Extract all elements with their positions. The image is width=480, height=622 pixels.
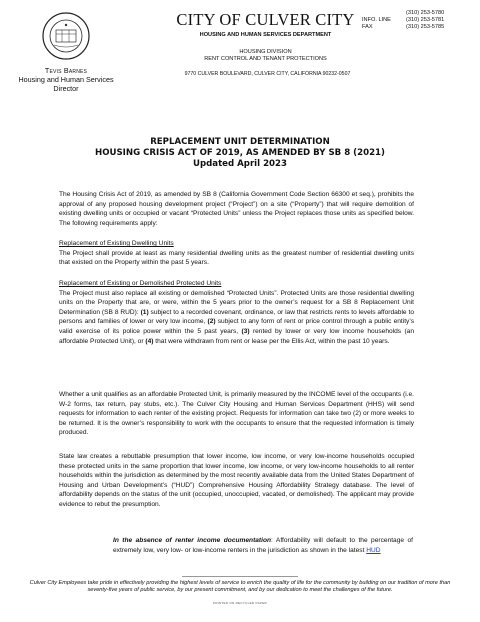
renter-income-note xyxy=(113,536,413,555)
phone-label: INFO. LINE xyxy=(362,17,391,23)
phone-number: (310) 253-5781 xyxy=(406,17,445,23)
title-line-2: HOUSING CRISIS ACT OF 2019, AS AMENDED BY SB 8 (2021) xyxy=(95,148,385,158)
division-line-2: RENT CONTROL AND TENANT PROTECTIONS xyxy=(204,56,327,62)
director-title: Director xyxy=(53,84,79,93)
phone-label xyxy=(362,10,406,17)
hud-link[interactable]: HUD xyxy=(366,546,381,554)
presumption-paragraph xyxy=(59,452,414,510)
director-department: Housing and Human Services xyxy=(18,75,114,84)
section-text xyxy=(59,289,414,347)
document-title xyxy=(40,137,440,170)
text-run: : Affordability will default to the percentage of extremely low, very low- or low-income renters in the jurisdiction as shown in the latest xyxy=(113,537,413,554)
paragraph-text: State law creates a rebuttable presumption that lower income, low income, or very low-income households occupied these protected units in the same proportion that lower income, low income, or very low-income households to all renter households within the jurisdiction as determined by the most recently available data from the United States Department of Housing and Urban Development’s (“HUD”) Comprehensive Housing Affordability Strategy database. The level of affordability depends on the status of the unit (occupied, unoccupied, vacated, or demolished). The applicant may provide evidence to rebut the presumption. xyxy=(59,453,414,508)
section-existing-units xyxy=(59,239,414,268)
section-protected-units xyxy=(59,279,414,346)
city-seal-logo xyxy=(42,12,90,60)
department-name: HOUSING AND HUMAN SERVICES DEPARTMENT xyxy=(199,32,332,38)
text-run: subject to any form of rent or price control through a public entity’s valid exercise of its police power within the 5 past years, xyxy=(59,318,414,335)
office-address: 9770 CULVER BOULEVARD, CULVER CITY, CALIFORNIA 90232-0507 xyxy=(184,71,351,77)
phone-row xyxy=(362,24,478,31)
footer-divider xyxy=(182,576,298,577)
note-label: In the absence of renter income documentation xyxy=(113,537,272,544)
division-block xyxy=(163,49,368,63)
phone-number: (310) 253-5780 xyxy=(406,10,445,16)
text-run: that were withdrawn from rent or lease per the Ellis Act, within the past 10 years. xyxy=(153,337,390,345)
phone-row xyxy=(362,10,478,17)
title-line-3: Updated April 2023 xyxy=(192,159,287,169)
list-number: (3) xyxy=(241,327,250,335)
list-number: (2) xyxy=(207,318,216,326)
list-number: (4) xyxy=(145,337,154,345)
note-text xyxy=(113,536,413,555)
text-run: rented by lower or very low income households (an affordable Protected Unit), or xyxy=(59,327,414,345)
phone-row xyxy=(362,17,478,24)
phone-list xyxy=(362,10,478,31)
intro-paragraph xyxy=(59,190,414,228)
title-line-1: REPLACEMENT UNIT DETERMINATION xyxy=(150,137,330,147)
recycled-paper-note: PRINTED ON RECYCLED PAPER xyxy=(213,601,267,605)
section-heading: Replacement of Existing or Demolished Protected Units xyxy=(59,280,222,287)
intro-text: The Housing Crisis Act of 2019, as amended by SB 8 (California Government Code Section 66300 et seq.), prohibits the approval of any proposed housing development project (“Project”) on a site (“Property”) that will require demolition of existing dwelling units or occupied or vacant “Protected Units” unless the Project replaces those units as specified below. The following requirements apply: xyxy=(59,191,414,227)
director-name: Tevis Barnes xyxy=(44,66,88,75)
phone-label: FAX xyxy=(362,24,373,30)
director-block xyxy=(0,66,132,93)
footer-motto: Culver City Employees take pride in effectively providing the highest levels of service to enrich the quality of life for the community by building on our tradition of more than seventy-five years of public service, by our present commitment, and by our dedication to meet the challenges of the future. xyxy=(29,580,451,593)
division-line-1: HOUSING DIVISION xyxy=(239,49,292,55)
paragraph-text: Whether a unit qualifies as an affordable Protected Unit, is primarily measured by the INCOME level of the occupants (i.e. W-2 forms, tax return, pay stubs, etc.). The Culver City Housing and Human Services Department (HHS) will send requests for information to each renter of the existing project. Requests for information can take two (2) or more weeks to be returned. It is the owner’s responsibility to work with the occupants to ensure that the requested information is timely produced. xyxy=(59,391,414,437)
section-heading: Replacement of Existing Dwelling Units xyxy=(59,240,174,247)
text-run: subject to a recorded covenant, ordinance, or law that restricts rents to levels affordable to persons and families of lower or very low income, xyxy=(59,308,414,326)
city-name: CITY OF CULVER CITY xyxy=(176,10,355,29)
phone-number: (310) 253-5785 xyxy=(406,24,445,30)
income-paragraph xyxy=(59,390,414,438)
text-run: The Project must also replace all existing or demolished “Protected Units”. Protected Units are those residential dwelling units on the Property that are, or were, within the 5 years prior to the owner’s request for a SB 8 Replacement Unit Determination (SB 8 RUD): xyxy=(59,289,414,316)
list-number: (1) xyxy=(140,308,149,316)
section-text: The Project shall provide at least as many residential dwelling units as the greatest number of residential dwelling units that existed on the Property within the past 5 years. xyxy=(59,249,414,267)
